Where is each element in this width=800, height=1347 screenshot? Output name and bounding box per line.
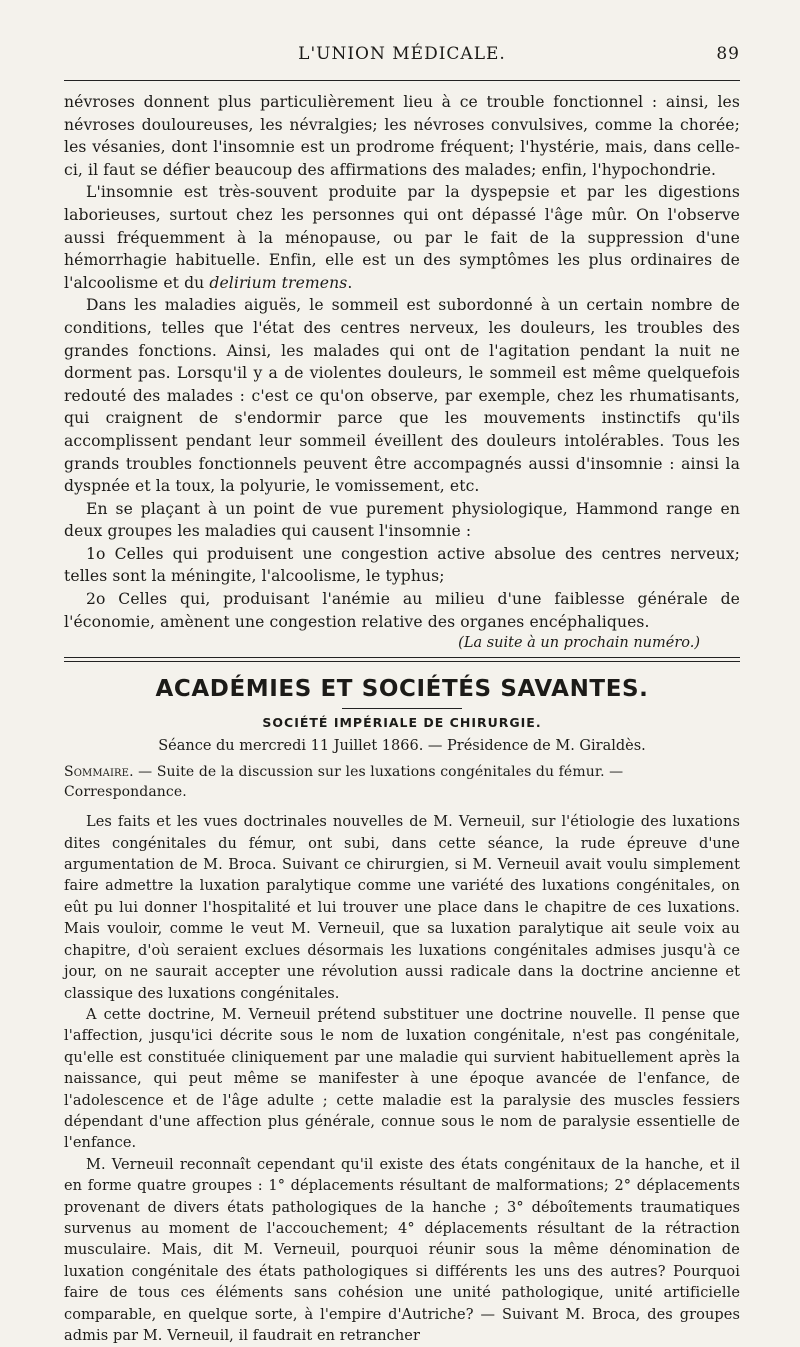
sommaire-text: — Suite de la discussion sur les luxations congénitales du fémur. — Correspondance.: [64, 764, 624, 801]
title-rule: [342, 708, 462, 709]
list-item: 2o Celles qui, produisant l'anémie au milieu d'une faiblesse générale de l'économie, amènent une congestion relative des organes encéphaliques.: [64, 590, 740, 631]
list-item: 1o Celles qui produisent une congestion active absolue des centres nerveux; telles sont la méningite, l'alcoolisme, le typhus;: [64, 544, 740, 586]
paragraph: M. Verneuil reconnaît cependant qu'il existe des états congénitaux de la hanche, et il en forme quatre groupes : 1° déplacements résultant de malformations; 2° déplacements provenant de divers états pathologiques de la hanche ; 3° déboîtements traumatiques survenus au moment de l'accouchement; 4° déplacements résultant de la rétraction musculaire. Mais, dit M. Verneuil, pourquoi réunir sous la même dénomination de luxation congénitale des états pathologiques si différents les uns des autres? Pourquoi faire de tous ces éléments sans cohésion une unité pathologique, unité artificielle comparable, en quelque sorte, à l'empire d'Autriche? — Suivant M. Broca, des groupes admis par M. Verneuil, il faudrait en retrancher: [64, 1156, 740, 1344]
running-head: [64, 44, 740, 76]
paragraph: Dans les maladies aiguës, le sommeil est subordonné à un certain nombre de conditions, telles que l'état des centres nerveux, les douleurs, les troubles des grandes fonctions. Ainsi, les malades qui ont de l'agitation pendant la nuit ne dorment pas. Lorsqu'il y a de violentes douleurs, le sommeil est même quelquefois redouté des malades : c'est ce qu'on observe, par exemple, chez les rhumatisants, qui craignent de s'endormir parce que les mouvements instinctifs qu'ils accomplissent pendant leur sommeil éveillent des douleurs intolérables. Tous les grands troubles fonctionnels peuvent être accompagnés aussi d'insomnie : ainsi la dyspnée et la toux, la polyurie, le vomissement, etc.: [64, 296, 740, 496]
journal-title: L'UNION MÉDICALE.: [298, 44, 506, 64]
sommaire: [64, 762, 740, 802]
paragraph: Les faits et les vues doctrinales nouvelles de M. Verneuil, sur l'étiologie des luxations dites congénitales du fémur, ont subi, dans cette séance, la rude épreuve d'une argumentation de M. Broca. Suivant ce chirurgien, si M. Verneuil avait voulu simplement faire admettre la luxation paralytique comme une variété des luxations congénitales, on eût pu lui donner l'hospitalité et lui trouver une place dans le chapitre de ces luxations. Mais vouloir, comme le veut M. Verneuil, que sa luxation paralytique ait seule voix au chapitre, d'où seraient exclues désormais les luxations congénitales admises jusqu'à ce jour, on ne saurait accepter une révolution aussi radicale dans la doctrine ancienne et classique des luxations congénitales.: [64, 814, 740, 1002]
seance-line: Séance du mercredi 11 Juillet 1866. — Présidence de M. Giraldès.: [158, 738, 646, 755]
section-title: ACADÉMIES ET SOCIÉTÉS SAVANTES.: [155, 676, 649, 703]
paragraph: névroses donnent plus particulièrement lieu à ce trouble fonctionnel : ainsi, les névroses douloureuses, les névralgies; les névroses convulsives, comme la chorée; les vésanies, dont l'insomnie est un prodrome fréquent; l'hystérie, mais, dans celle-ci, il faut se défier beaucoup des affirmations des malades; enfin, l'hypochondrie.: [64, 93, 740, 179]
section-body: [64, 812, 740, 1347]
paragraph: L'insomnie est très-souvent produite par la dyspepsie et par les digestions laborieuses, surtout chez les personnes qui ont dépassé l'âge mûr. On l'observe aussi fréquemment à la ménopause, ou par le fait de la suppression d'une hémorrhagie habituelle. Enfin, elle est un des symptômes les plus ordinaires de l'alcoolisme et du delirium tremens.: [64, 183, 740, 292]
italic-term: delirium tremens: [209, 273, 348, 292]
paragraph: En se plaçant à un point de vue purement physiologique, Hammond range en deux groupes les maladies qui causent l'insomnie :: [64, 499, 740, 541]
paragraph: A cette doctrine, M. Verneuil prétend substituer une doctrine nouvelle. Il pense que l'affection, jusqu'ici décrite sous le nom de luxation congénitale, n'est pas congénitale, qu'elle est constituée cliniquement par une maladie qui survient habituellement après la naissance, qui peut même se manifester à une époque avancée de l'enfance, de l'adolescence et de l'âge adulte ; cette maladie est la paralysie des muscles fessiers dépendant d'une affection plus générale, connue sous le nom de paralysie essentielle de l'enfance.: [64, 1006, 740, 1152]
society-name: SOCIÉTÉ IMPÉRIALE DE CHIRURGIE.: [262, 715, 542, 731]
page-number: 89: [716, 44, 740, 64]
continuation-note: (La suite à un prochain numéro.): [458, 635, 700, 652]
section-divider: [64, 657, 740, 662]
sommaire-label: Sommaire.: [64, 764, 134, 781]
header-rule: [64, 80, 740, 81]
